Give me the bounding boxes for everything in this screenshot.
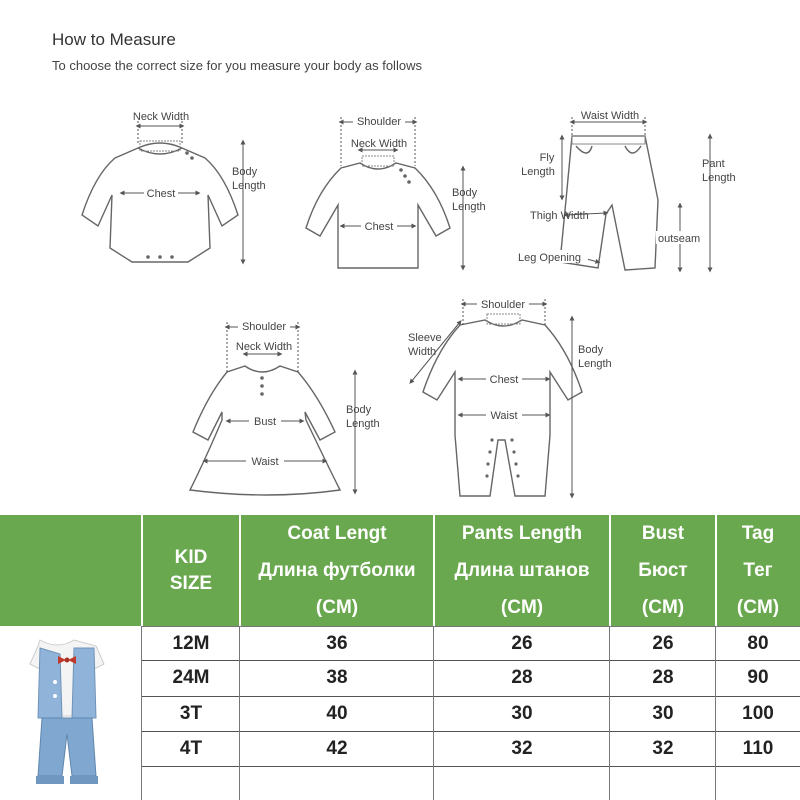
pants-thigh-width-label: Thigh Width (530, 210, 589, 222)
top-neck-width-label: Neck Width (350, 138, 408, 150)
table-cell: 26 (610, 627, 716, 661)
product-photo (0, 626, 142, 800)
romper-sleeve-width-label: Sleeve (408, 332, 442, 344)
col-pants-unit: (CM) (434, 589, 610, 626)
pants-pant-length-label: Pant (702, 158, 725, 170)
table-cell: 40 (240, 697, 434, 731)
romper-body-length-label: Body (578, 344, 604, 356)
romper-chest-label: Chest (489, 374, 519, 386)
pants-waist-width-label: Waist Width (580, 110, 640, 122)
bodysuit-chest-label: Chest (146, 188, 176, 200)
row-size-label: 3T (142, 697, 240, 731)
table-cell: 28 (610, 661, 716, 695)
col-bust-ru: Бюст (610, 552, 716, 589)
kid-size-header-line1: KID (174, 546, 208, 568)
col-tag-en: Tag (716, 515, 800, 552)
col-pants-ru: Длина штанов (434, 552, 610, 589)
table-cell: 32 (610, 732, 716, 766)
bodysuit-outline (82, 148, 238, 262)
page-subtitle: To choose the correct size for you measure your body as follows (52, 58, 422, 73)
romper-waist-label: Waist (490, 410, 518, 422)
table-cell: 38 (240, 661, 434, 695)
table-cell: 26 (434, 627, 610, 661)
pants-fly-length-label-2: Length (521, 166, 555, 178)
pants-fly-length-label: Fly (539, 152, 555, 164)
table-cell: 110 (716, 732, 800, 766)
table-cell: 90 (716, 661, 800, 695)
table-cell: 36 (240, 627, 434, 661)
col-bust-unit: (CM) (610, 589, 716, 626)
dress-waist-label: Waist (251, 456, 279, 468)
size-table (0, 515, 800, 800)
col-tag-unit: (CM) (716, 589, 800, 626)
col-pants-en: Pants Length (434, 515, 610, 552)
col-coat-ru: Длина футболки (240, 552, 434, 589)
pants-pant-length-label-2: Length (702, 172, 736, 184)
dress-neck-width-label: Neck Width (235, 341, 293, 353)
table-cell: 28 (434, 661, 610, 695)
header-image-cell (0, 515, 142, 626)
table-cell: 30 (434, 697, 610, 731)
bodysuit-neck-width-label: Neck Width (132, 111, 190, 123)
table-cell: 32 (434, 732, 610, 766)
pants-leg-opening-label: Leg Opening (518, 252, 581, 264)
kid-size-header-line2: SIZE (169, 572, 213, 594)
top-diagram (306, 115, 486, 268)
top-body-length-label-2: Length (452, 201, 486, 213)
pants-outline (560, 136, 658, 270)
dress-shoulder-label: Shoulder (241, 321, 287, 333)
dress-bust-label: Bust (253, 416, 277, 428)
romper-diagram (408, 297, 612, 496)
pants-outseam-label: outseam (658, 233, 701, 245)
romper-sleeve-width-label-2: Width (408, 346, 437, 358)
top-shoulder-label: Shoulder (356, 116, 402, 128)
row-size-label: 24M (142, 661, 240, 695)
pants-diagram (518, 110, 736, 270)
kid-size-header (142, 515, 240, 626)
dress-body-length-label-2: Length (346, 418, 380, 430)
col-tag-ru: Тег (716, 552, 800, 589)
bodysuit-body-length-label: Body (232, 166, 258, 178)
col-coat-unit: (CM) (240, 589, 434, 626)
dress-body-length-label: Body (346, 404, 372, 416)
top-chest-label: Chest (364, 221, 394, 233)
romper-shoulder-label: Shoulder (480, 299, 526, 311)
row-size-label: 12M (142, 627, 240, 661)
romper-body-length-label-2: Length (578, 358, 612, 370)
table-cell: 42 (240, 732, 434, 766)
page-title: How to Measure (52, 30, 176, 49)
top-outline (306, 163, 450, 268)
col-coat-en: Coat Lengt (240, 515, 434, 552)
top-body-length-label: Body (452, 187, 478, 199)
bodysuit-body-length-label-2: Length (232, 180, 266, 192)
row-size-label: 4T (142, 732, 240, 766)
dress-diagram (190, 320, 380, 495)
table-cell: 30 (610, 697, 716, 731)
dress-outline (190, 366, 340, 495)
bodysuit-diagram (82, 111, 266, 262)
table-cell: 100 (716, 697, 800, 731)
col-bust-en: Bust (610, 515, 716, 552)
table-cell: 80 (716, 627, 800, 661)
